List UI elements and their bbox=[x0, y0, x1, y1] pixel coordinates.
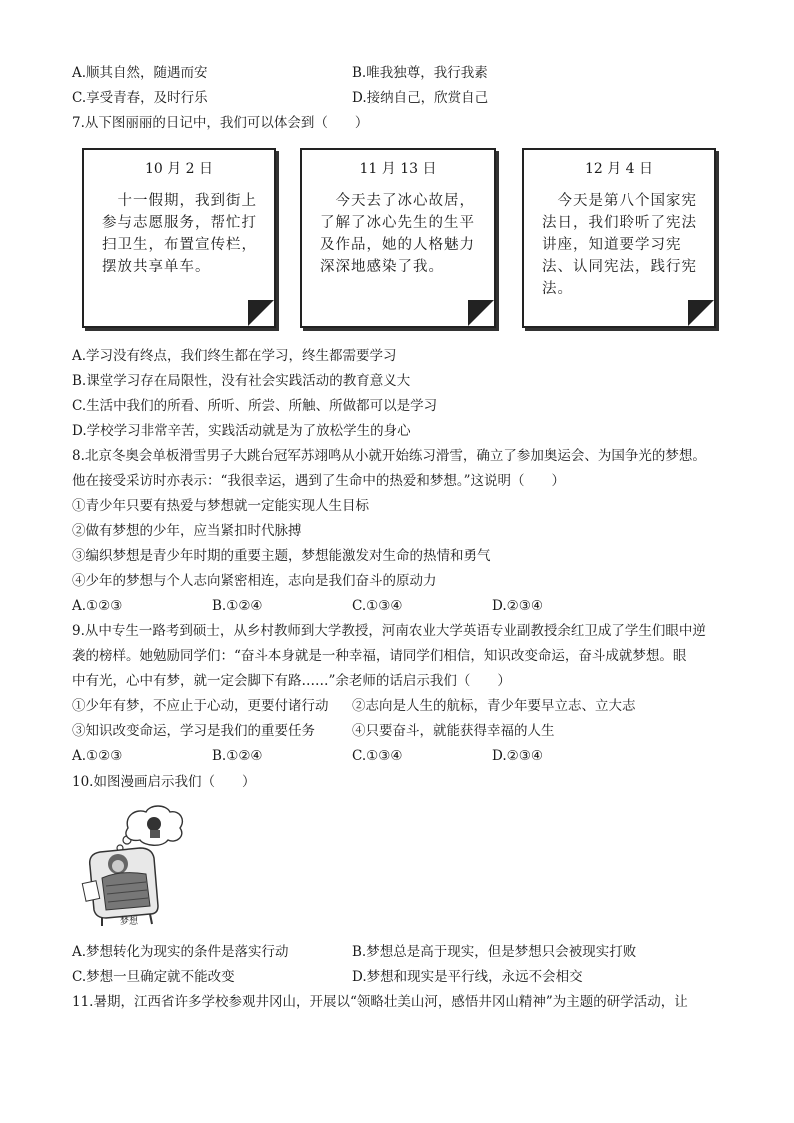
q7-option-d: D.学校学习非常辛苦，实践活动就是为了放松学生的身心 bbox=[72, 423, 411, 439]
diary-note-date: 11 月 13 日 bbox=[359, 161, 437, 177]
q10-option-b: B.梦想总是高于现实，但是梦想只会被现实打败 bbox=[352, 944, 637, 960]
diary-note-2 bbox=[300, 148, 496, 328]
q9-stem-line3: 中有光，心中有梦，就一定会脚下有路……”余老师的话启示我们（ ） bbox=[72, 673, 511, 689]
cartoon-illustration bbox=[80, 802, 210, 936]
diary-note-text: 今天是第八个国家宪法日，我们聆听了宪法讲座，知道要学习宪法、认同宪法，践行宪法。 bbox=[542, 193, 697, 297]
q10-option-a: A.梦想转化为现实的条件是落实行动 bbox=[72, 944, 289, 960]
q9-option-c: C.①③④ bbox=[352, 748, 403, 764]
page-fold-icon bbox=[688, 300, 714, 326]
q6-option-b: B.唯我独尊，我行我素 bbox=[352, 65, 488, 81]
q9-option-d: D.②③④ bbox=[492, 748, 543, 764]
q8-stem-line1: 8.北京冬奥会单板滑雪男子大跳台冠军苏翊鸣从小就开始练习滑雪，确立了参加奥运会、为国争光的梦想。 bbox=[72, 448, 706, 464]
q6-option-d: D.接纳自己，欣赏自己 bbox=[352, 90, 489, 106]
diary-note-3 bbox=[522, 148, 716, 328]
diary-note-date: 12 月 4 日 bbox=[584, 161, 654, 177]
q7-option-b: B.课堂学习存在局限性，没有社会实践活动的教育意义大 bbox=[72, 373, 411, 389]
q7-stem: 7.从下图丽丽的日记中，我们可以体会到（ ） bbox=[72, 115, 369, 131]
diary-note-1 bbox=[82, 148, 276, 328]
q8-option-d: D.②③④ bbox=[492, 598, 543, 614]
q8-option-a: A.①②③ bbox=[72, 598, 123, 614]
q8-statement-4: ④少年的梦想与个人志向紧密相连，志向是我们奋斗的原动力 bbox=[72, 573, 437, 589]
q7-option-c: C.生活中我们的所看、所听、所尝、所触、所做都可以是学习 bbox=[72, 398, 438, 414]
q9-statement-1: ①少年有梦，不应止于心动，更要付诸行动 bbox=[72, 698, 329, 714]
q9-stem-line1: 9.从中专生一路考到硕士，从乡村教师到大学教授，河南农业大学英语专业副教授余红卫成了学生们眼中逆 bbox=[72, 623, 706, 639]
q8-statement-2: ②做有梦想的少年，应当紧扣时代脉搏 bbox=[72, 523, 302, 539]
page-fold-icon bbox=[468, 300, 494, 326]
q8-option-b: B.①②④ bbox=[212, 598, 263, 614]
q10-option-c: C.梦想一旦确定就不能改变 bbox=[72, 969, 235, 985]
q9-option-a: A.①②③ bbox=[72, 748, 123, 764]
diary-note-date: 10 月 2 日 bbox=[144, 161, 214, 177]
diary-note-text: 十一假期，我到街上参与志愿服务，帮忙打扫卫生，布置宣传栏，摆放共享单车。 bbox=[102, 193, 257, 275]
q11-stem: 11.暑期，江西省许多学校参观井冈山，开展以“领略壮美山河，感悟井冈山精神”为主题的研学活动，让 bbox=[72, 994, 688, 1010]
page-fold-icon bbox=[248, 300, 274, 326]
q7-option-a: A.学习没有终点，我们终生都在学习，终生都需要学习 bbox=[72, 348, 397, 364]
cartoon-caption: 梦想 bbox=[120, 917, 139, 927]
q9-statement-3: ③知识改变命运，学习是我们的重要任务 bbox=[72, 723, 315, 739]
q8-statement-3: ③编织梦想是青少年时期的重要主题，梦想能激发对生命的热情和勇气 bbox=[72, 548, 491, 564]
q10-option-d: D.梦想和现实是平行线，永远不会相交 bbox=[352, 969, 583, 985]
q9-stem-line2: 袭的榜样。她勉励同学们：“奋斗本身就是一种幸福，请同学们相信，知识改变命运，奋斗成就梦想。眼 bbox=[72, 648, 687, 664]
q9-option-b: B.①②④ bbox=[212, 748, 263, 764]
q8-statement-1: ①青少年只要有热爱与梦想就一定能实现人生目标 bbox=[72, 498, 369, 514]
q9-statement-2: ②志向是人生的航标，青少年要早立志、立大志 bbox=[352, 698, 636, 714]
q8-stem-line2: 他在接受采访时亦表示：“我很幸运，遇到了生命中的热爱和梦想。”这说明（ ） bbox=[72, 473, 566, 489]
q9-statement-4: ④只要奋斗，就能获得幸福的人生 bbox=[352, 723, 555, 739]
q6-option-a: A.顺其自然，随遇而安 bbox=[72, 65, 208, 81]
q8-option-c: C.①③④ bbox=[352, 598, 403, 614]
q10-stem: 10.如图漫画启示我们（ ） bbox=[72, 774, 256, 790]
dreaming-child-cartoon-icon bbox=[80, 802, 210, 932]
q6-option-c: C.享受青春，及时行乐 bbox=[72, 90, 208, 106]
diary-note-text: 今天去了冰心故居，了解了冰心先生的生平及作品，她的人格魅力深深地感染了我。 bbox=[320, 193, 475, 275]
